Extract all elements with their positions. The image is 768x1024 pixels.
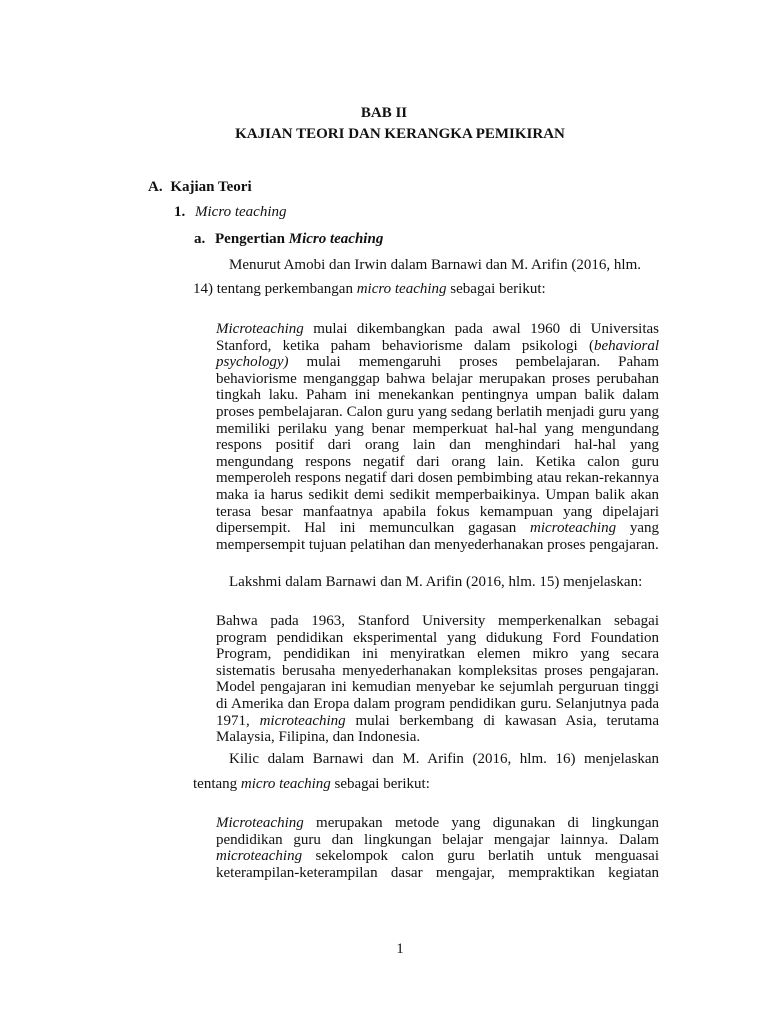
quote1-italic-2: behavioral psychology) — [216, 337, 659, 371]
para1-line2-plain2: sebagai berikut: — [446, 281, 546, 297]
page-number: 1 — [396, 941, 404, 957]
quote3-text-2: sekelompok calon guru berlatih untuk menguasai keterampilan-keterampilan dasar mengajar, mempraktikan kegiatan — [216, 848, 659, 881]
quote2-text-2: mulai berkembang di kawasan Asia, terutama Malaysia, Filipina, dan Indonesia. — [216, 712, 659, 746]
block-quote-2 — [216, 613, 659, 746]
subsection-a-title-italic: Micro teaching — [288, 231, 384, 247]
section-a-heading — [148, 179, 252, 196]
para3-line2-plain2: sebagai berikut: — [330, 776, 430, 792]
block-quote-1 — [216, 321, 659, 553]
subsection-1-heading — [174, 204, 287, 221]
quote3-italic-1: Microteaching — [216, 815, 304, 831]
quote1-text-1: mulai dikembangkan pada awal 1960 di Universitas Stanford, ketika paham behaviorisme dalam psikologi ( — [216, 321, 659, 354]
para1-line2-plain1: 14) tentang perkembangan — [193, 281, 357, 297]
quote1-text-3: yang mempersempit tujuan pelatihan dan menyederhanakan proses pengajaran. — [216, 520, 659, 553]
quote2-text-1: Bahwa pada 1963, Stanford University memperkenalkan sebagai program pendidikan eksperimental yang didukung Ford Foundation Program, pendidikan ini menyiratkan elemen mikro yang secara sistematis berusaha menyederhanakan kompleksitas proses pengajaran. Model pengajaran ini kemudian menyebar ke sejumlah perguruan tinggi di Amerika dan Eropa dalam program pendidikan guru. Selanjutnya pada 1971, — [216, 613, 659, 729]
para1-line2-italic: micro teaching — [356, 281, 447, 297]
subsection-a-heading — [194, 231, 383, 248]
para3-line2 — [193, 775, 430, 794]
para3-line2-italic: micro teaching — [240, 776, 331, 792]
quote2-italic-1: microteaching — [259, 712, 346, 729]
para3-line2-plain1: tentang — [193, 776, 241, 792]
subsection-1-title: Micro teaching — [195, 204, 287, 220]
para3-line1: Kilic dalam Barnawi dan M. Arifin (2016, hlm. 16) menjelaskan — [229, 751, 659, 767]
quote1-italic-3: microteaching — [530, 520, 617, 537]
chapter-title: KAJIAN TEORI DAN KERANGKA PEMIKIRAN — [235, 126, 565, 142]
para1-line2 — [193, 280, 546, 299]
quote1-text-2: mulai memengaruhi proses pembelajaran. Paham behaviorisme menganggap bahwa belajar merupakan proses perubahan tingkah laku. Paham ini menekankan pentingnya umpan balik dalam proses pembelajaran. Calon guru yang sedang berlatih menjadi guru yang memiliki perilaku yang benar memperkuat hal-hal yang mengundang respons positif dari orang lain dan menghindari hal-hal yang mengundang respons negatif dari orang lain. Ketika calon guru memperoleh respons negatif dari dosen pembimbing atau rekan-rekannya maka ia harus sedikit demi sedikit memperbaikinya. Umpan balik akan terasa besar manfaatnya apabila fokus kemampuan yang dipelajari dipersempit. Hal ini memunculkan gagasan — [216, 354, 659, 537]
subsection-a-title-plain: Pengertian — [215, 231, 289, 247]
para2: Lakshmi dalam Barnawi dan M. Arifin (2016, hlm. 15) menjelaskan: — [229, 574, 643, 590]
para1-line1: Menurut Amobi dan Irwin dalam Barnawi dan M. Arifin (2016, hlm. — [229, 257, 642, 273]
quote3-italic-2: microteaching — [216, 848, 303, 865]
quote1-italic-1: Microteaching — [216, 321, 304, 337]
chapter-number: BAB II — [360, 105, 408, 121]
section-a-title: Kajian Teori — [170, 179, 252, 195]
subsection-a-marker: a. — [194, 231, 206, 247]
subsection-1-marker: 1. — [174, 204, 186, 220]
block-quote-3 — [216, 815, 659, 881]
quote3-text-1: merupakan metode yang digunakan di lingkungan pendidikan guru dan lingkungan belajar mengajar lainnya. Dalam — [216, 815, 659, 848]
section-a-marker: A. — [148, 179, 163, 195]
